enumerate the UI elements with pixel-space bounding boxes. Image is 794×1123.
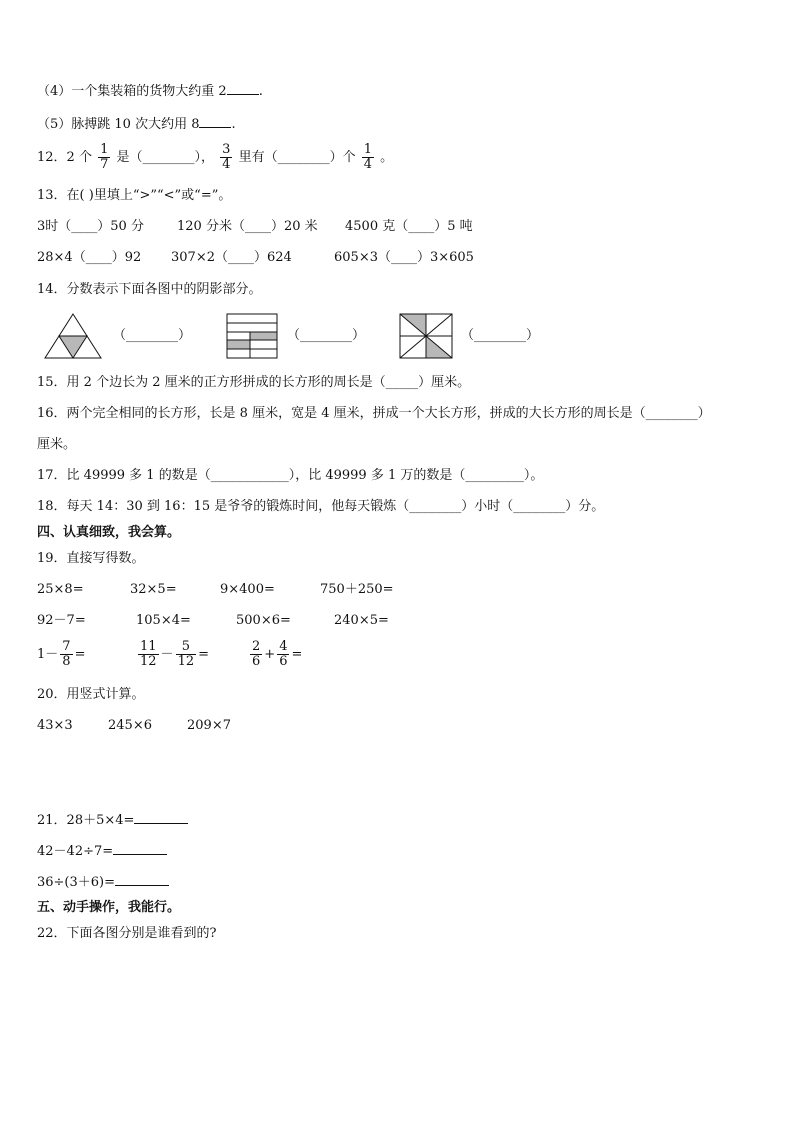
q11-line4-text: （4）一个集装箱的货物大约重 2 xyxy=(37,84,227,99)
frac-den: 6 xyxy=(279,654,288,669)
q19-r2-c1: 92－7= xyxy=(37,613,86,628)
q20-item-2: 245×6 xyxy=(108,718,152,733)
frac-num: 4 xyxy=(279,639,288,654)
expr-operator: － xyxy=(160,647,174,662)
q13-title: 13．在( )里填上“>”“<”或“=”。 xyxy=(37,188,232,203)
q12-text-d: 。 xyxy=(380,150,394,165)
frac-num: 1 xyxy=(100,142,109,157)
q12-fraction-2 xyxy=(220,143,232,172)
q21-blank-2[interactable] xyxy=(113,842,167,855)
q19-r2-c3: 500×6= xyxy=(236,613,291,628)
frac-den: 4 xyxy=(363,157,373,172)
q21-line1 xyxy=(37,811,188,830)
grid-rectangle-figure xyxy=(226,313,278,359)
q14-answer-1[interactable]: （________） xyxy=(113,328,192,343)
q13-r2-c2: 307×2（____）624 xyxy=(171,250,292,265)
q19-r1-c2: 32×5= xyxy=(130,582,177,597)
q16-line1: 16．两个完全相同的长方形，长是 8 厘米，宽是 4 厘米，拼成一个大长方形，拼成的大长方形的周长是（________） xyxy=(37,406,711,421)
frac-den: 6 xyxy=(252,654,261,669)
q19-r2-c2: 105×4= xyxy=(136,613,191,628)
expr-equals: = xyxy=(198,647,210,662)
q21-expr-1: 21．28＋5×4= xyxy=(37,813,135,828)
q11-line5-end: . xyxy=(231,117,236,132)
q21-expr-3: 36÷(3＋6)= xyxy=(37,875,116,890)
frac-den: 4 xyxy=(222,157,231,172)
q13-r1-c1: 3时（____）50 分 xyxy=(37,219,144,234)
q13-r2-c3: 605×3（____）3×605 xyxy=(334,250,474,265)
fraction xyxy=(250,640,262,669)
q20-item-1: 43×3 xyxy=(37,718,73,733)
frac-num: 7 xyxy=(62,639,71,654)
q14-answer-3[interactable]: （________） xyxy=(461,328,540,343)
q18-line: 18．每天 14：30 到 16：15 是爷爷的锻炼时间，他每天锻炼（________）小时（________）分。 xyxy=(37,499,605,514)
q11-line4 xyxy=(37,82,263,101)
q19-r1-c1: 25×8= xyxy=(37,582,84,597)
q19-r1-c3: 9×400= xyxy=(220,582,275,597)
q11-line5-text: （5）脉搏跳 10 次大约用 8 xyxy=(37,117,200,132)
q19-r3-c2 xyxy=(136,640,209,669)
q11-line4-end: . xyxy=(258,84,263,99)
q16-line2: 厘米。 xyxy=(37,437,77,452)
fraction xyxy=(176,640,197,669)
fraction xyxy=(138,640,159,669)
expr-equals: = xyxy=(291,647,303,662)
fraction xyxy=(60,640,72,669)
expr-operator: + xyxy=(264,647,276,662)
fraction xyxy=(277,640,289,669)
q21-blank-1[interactable] xyxy=(134,811,188,824)
frac-num: 3 xyxy=(222,142,231,157)
frac-den: 8 xyxy=(62,654,71,669)
q12-fraction-1 xyxy=(98,143,110,172)
q19-r1-c4: 750＋250= xyxy=(320,582,394,597)
q13-r1-c2: 120 分米（____）20 米 xyxy=(177,219,318,234)
q20-item-3: 209×7 xyxy=(187,718,231,733)
frac-den: 12 xyxy=(140,654,157,669)
q21-expr-2: 42－42÷7= xyxy=(37,844,114,859)
q12-text-a: 12．2 个 xyxy=(37,150,92,165)
q12-line xyxy=(37,143,393,172)
q11-line5 xyxy=(37,115,236,134)
expr-equals: = xyxy=(74,647,86,662)
q19-r2-c4: 240×5= xyxy=(334,613,389,628)
q21-line3 xyxy=(37,873,169,892)
section-4-heading: 四、认真细致，我会算。 xyxy=(37,525,181,540)
q13-r2-c1: 28×4（____）92 xyxy=(37,250,142,265)
frac-num: 1 xyxy=(363,142,373,157)
q11-line5-blank[interactable] xyxy=(199,115,231,128)
q12-text-c: 里有（________）个 xyxy=(238,150,356,165)
q14-title: 14．分数表示下面各图中的阴影部分。 xyxy=(37,282,262,297)
q11-line4-blank[interactable] xyxy=(227,82,259,95)
frac-den: 12 xyxy=(177,654,195,669)
q21-blank-3[interactable] xyxy=(115,873,169,886)
q13-r1-c3: 4500 克（____）5 吨 xyxy=(345,219,473,234)
q19-r3-c3 xyxy=(248,640,302,669)
frac-num: 5 xyxy=(176,640,197,655)
section-5-heading: 五、动手操作，我能行。 xyxy=(37,900,181,915)
square-diagonals-figure xyxy=(399,313,453,359)
expr-text: 1－ xyxy=(37,647,59,662)
q12-text-b: 是（________）， xyxy=(116,150,215,165)
q15-line: 15．用 2 个边长为 2 厘米的正方形拼成的长方形的周长是（_____）厘米。 xyxy=(37,375,471,390)
frac-num: 11 xyxy=(140,639,157,654)
q21-line2 xyxy=(37,842,167,861)
frac-den: 7 xyxy=(100,157,109,172)
q14-answer-2[interactable]: （________） xyxy=(287,328,366,343)
frac-num: 2 xyxy=(252,639,261,654)
triangle-figure xyxy=(44,313,102,359)
q19-r3-c1 xyxy=(37,640,85,669)
q17-line: 17．比 49999 多 1 的数是（____________），比 49999 多 1 万的数是（_________）。 xyxy=(37,468,544,483)
q20-title: 20．用竖式计算。 xyxy=(37,687,145,702)
q19-title: 19．直接写得数。 xyxy=(37,551,145,566)
q22-line: 22．下面各图分别是谁看到的? xyxy=(37,926,217,941)
q12-fraction-3 xyxy=(362,143,374,172)
